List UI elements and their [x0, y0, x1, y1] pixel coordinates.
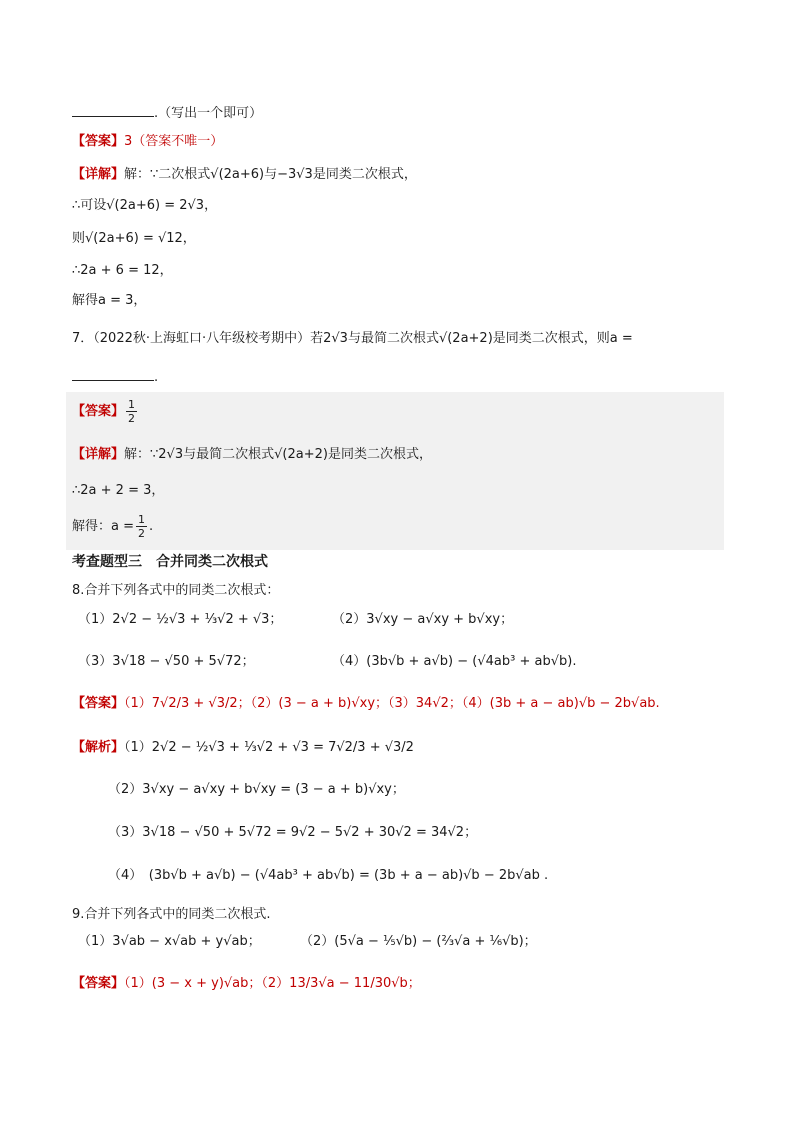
answer-tag: 【答案】: [72, 134, 125, 149]
detail-tag: 【详解】: [72, 167, 125, 182]
fraction-numerator: 1: [128, 398, 136, 411]
q6-detail-1: [72, 165, 417, 185]
answer-text: （1）(3 − x + y)√ab；（2）13/3√a − 11/30√b；: [124, 976, 421, 991]
q8-part-4: （4）(3b√b + a√b) − (√4ab³ + ab√b).: [332, 654, 577, 669]
q8-analysis-1: [72, 738, 414, 758]
answer-blank: [72, 102, 154, 117]
detail-text: 解：∵2√3与最简二次根式√(2a+2)是同类二次根式，: [124, 447, 432, 462]
q6-tail: .（写出一个即可）: [154, 106, 263, 121]
q6-blank-line: [72, 102, 262, 124]
answer-blank: [72, 366, 154, 381]
q7-blank-line: [72, 366, 158, 388]
q7-stem: 7．（2022秋·上海虹口·八年级校考期中）若2√3与最简二次根式√(2a+2)是同类二次根式，则a =: [72, 331, 633, 346]
answer-tag: 【答案】: [72, 976, 125, 991]
solve-fraction: [136, 513, 147, 540]
analysis-tag: 【解析】: [72, 740, 125, 755]
q9-part-1: （1）3√ab − x√ab + y√ab；: [78, 934, 261, 949]
q8-analysis-3: （3）3√18 − √50 + 5√72 = 9√2 − 5√2 + 30√2 = 34√2；: [108, 825, 478, 840]
detail-text: 解：∵二次根式√(2a+6)与−3√3是同类二次根式，: [124, 167, 417, 182]
solve-prefix: 解得：a =: [72, 519, 134, 534]
fraction-denominator: 2: [138, 527, 145, 540]
answer-text: （1）7√2/3 + √3/2；（2）(3 − a + b)√xy；（3）34√2；（4）(3b + a − ab)√b − 2b√ab.: [124, 696, 660, 711]
detail-tag: 【详解】: [72, 447, 125, 462]
analysis-text: （1）2√2 − ½√3 + ⅓√2 + √3 = 7√2/3 + √3/2: [124, 740, 414, 755]
q6-detail-3: 则√(2a+6) = √12，: [72, 231, 196, 246]
q8-part-3: （3）3√18 − √50 + 5√72；: [78, 654, 255, 669]
answer-shaded-block: [66, 392, 724, 550]
answer-fraction: [126, 398, 137, 425]
q7-detail-1: [72, 445, 432, 465]
q6-answer: [72, 132, 223, 152]
q8-analysis-2: （2）3√xy − a√xy + b√xy = (3 − a + b)√xy；: [108, 782, 405, 797]
q8-analysis-4: （4） (3b√b + a√b) − (√4ab³ + ab√b) = (3b + a − ab)√b − 2b√ab .: [108, 868, 549, 883]
fraction-numerator: 1: [138, 513, 145, 526]
fraction-denominator: 2: [128, 412, 136, 425]
q7-detail-2: ∴2a + 2 = 3，: [72, 483, 165, 498]
q8-answer: [72, 694, 660, 714]
q9-answer: [72, 974, 421, 994]
solve-tail: .: [149, 519, 154, 534]
section-title: 考查题型三 合并同类二次根式: [72, 554, 268, 570]
q7-blank-tail: .: [154, 370, 159, 385]
q6-detail-2: ∴可设√(2a+6) = 2√3，: [72, 198, 218, 213]
q7-solve: [72, 513, 153, 540]
q9-stem: 9.合并下列各式中的同类二次根式.: [72, 907, 271, 922]
q8-part-1: （1）2√2 − ½√3 + ⅓√2 + √3；: [78, 612, 283, 627]
q6-detail-5: 解得a = 3，: [72, 293, 147, 308]
answer-tag: 【答案】: [72, 404, 125, 419]
q6-detail-4: ∴2a + 6 = 12，: [72, 263, 173, 278]
q7-answer: [72, 398, 139, 425]
q8-part-2: （2）3√xy − a√xy + b√xy；: [332, 612, 514, 627]
answer-tag: 【答案】: [72, 696, 125, 711]
answer-text: 3（答案不唯一）: [124, 134, 224, 149]
q8-stem: 8.合并下列各式中的同类二次根式：: [72, 583, 280, 598]
q9-part-2: （2）(5√a − ⅕√b) − (⅔√a + ⅙√b)；: [300, 934, 537, 949]
